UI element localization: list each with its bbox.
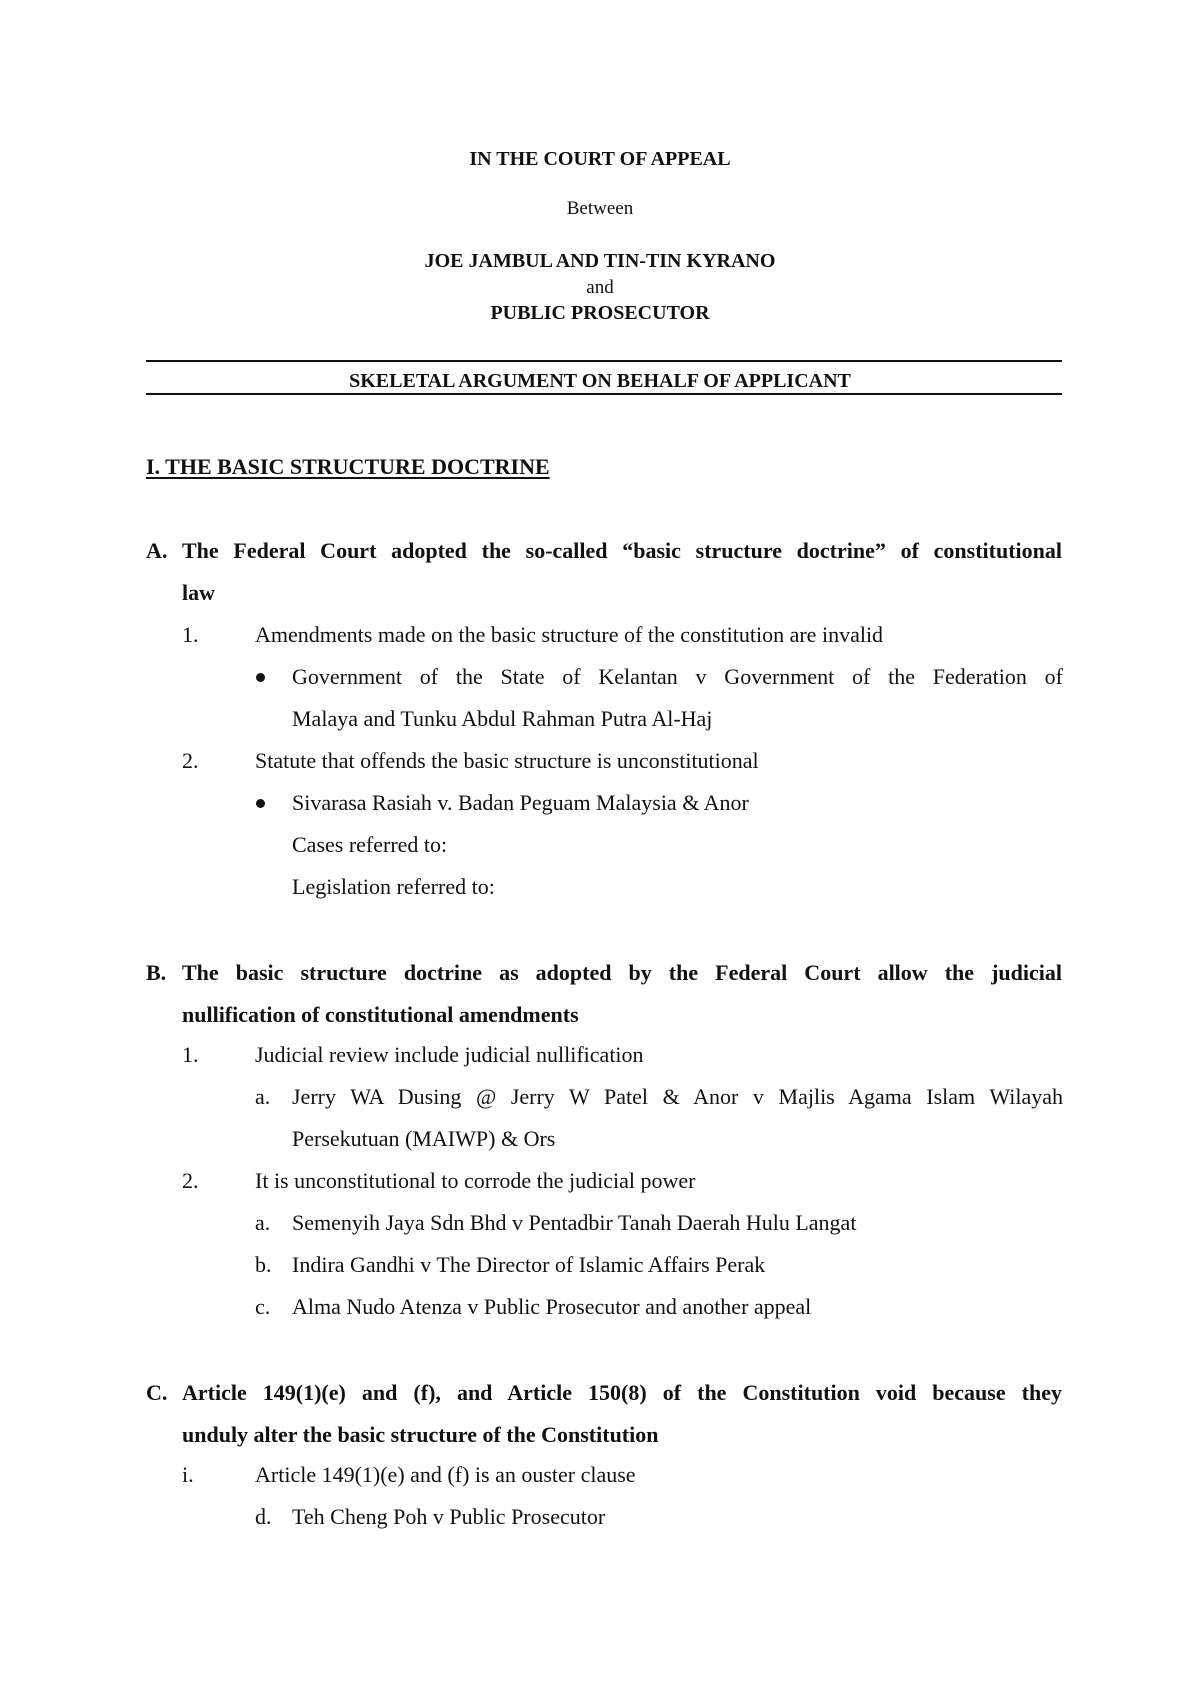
a-case1-line1: Government of the State of Kelantan v Government of the Federation of <box>292 664 1063 689</box>
court-heading: IN THE COURT OF APPEAL <box>469 148 731 170</box>
b-sub2-b-text: Indira Gandhi v The Director of Islamic Affairs Perak <box>292 1252 766 1277</box>
c-item1-text: Article 149(1)(e) and (f) is an ouster clause <box>255 1462 636 1487</box>
c-item1-number: i. <box>182 1462 194 1487</box>
b-sub2-c-letter: c. <box>255 1294 271 1319</box>
b-item2-number: 2. <box>182 1168 199 1193</box>
c-sub-d-text: Teh Cheng Poh v Public Prosecutor <box>292 1504 606 1529</box>
b-item1-text: Judicial review include judicial nullification <box>255 1042 644 1067</box>
section-c-heading-line2: unduly alter the basic structure of the Constitution <box>182 1422 659 1447</box>
section-a-heading-line2: law <box>182 580 215 605</box>
section-title: I. THE BASIC STRUCTURE DOCTRINE <box>146 454 550 479</box>
bullet-icon <box>256 673 265 682</box>
a-item1-number: 1. <box>182 622 199 647</box>
b-sub-a-line1: Jerry WA Dusing @ Jerry W Patel & Anor v Majlis Agama Islam Wilayah <box>292 1084 1063 1109</box>
section-c-label: C. <box>146 1380 168 1405</box>
b-sub-a-line2: Persekutuan (MAIWP) & Ors <box>292 1126 556 1151</box>
section-b-heading-line2: nullification of constitutional amendments <box>182 1002 579 1027</box>
document-title: SKELETAL ARGUMENT ON BEHALF OF APPLICANT <box>349 370 851 392</box>
section-b-label: B. <box>146 960 167 985</box>
b-sub2-b-letter: b. <box>255 1252 272 1277</box>
section-a-label: A. <box>146 538 168 563</box>
top-rule <box>146 360 1062 362</box>
b-item1-number: 1. <box>182 1042 199 1067</box>
b-item2-text: It is unconstitutional to corrode the judicial power <box>255 1168 696 1193</box>
party-one: JOE JAMBUL AND TIN-TIN KYRANO <box>424 250 776 272</box>
legislation-referred-label: Legislation referred to: <box>292 874 495 899</box>
section-c-heading-line1: Article 149(1)(e) and (f), and Article 150(8) of the Constitution void because they <box>182 1380 1062 1405</box>
section-b-heading-line1: The basic structure doctrine as adopted by the Federal Court allow the judicial <box>182 960 1062 985</box>
a-item1-text: Amendments made on the basic structure of the constitution are invalid <box>255 622 884 647</box>
bottom-rule <box>146 393 1062 395</box>
party-two: PUBLIC PROSECUTOR <box>490 302 710 324</box>
a-case2: Sivarasa Rasiah v. Badan Peguam Malaysia & Anor <box>292 790 749 815</box>
b-sub2-a-text: Semenyih Jaya Sdn Bhd v Pentadbir Tanah Daerah Hulu Langat <box>292 1210 857 1235</box>
b-sub-a-letter: a. <box>255 1084 271 1109</box>
and-label: and <box>586 277 614 298</box>
bullet-icon <box>256 799 265 808</box>
cases-referred-label: Cases referred to: <box>292 832 448 857</box>
between-label: Between <box>566 198 634 219</box>
a-case1-line2: Malaya and Tunku Abdul Rahman Putra Al-Haj <box>292 706 713 731</box>
section-a-heading-line1: The Federal Court adopted the so-called “basic structure doctrine” of constitutional <box>182 538 1062 563</box>
c-sub-d-letter: d. <box>255 1504 272 1529</box>
b-sub2-a-letter: a. <box>255 1210 271 1235</box>
a-item2-text: Statute that offends the basic structure is unconstitutional <box>255 748 759 773</box>
b-sub2-c-text: Alma Nudo Atenza v Public Prosecutor and another appeal <box>292 1294 812 1319</box>
a-item2-number: 2. <box>182 748 199 773</box>
